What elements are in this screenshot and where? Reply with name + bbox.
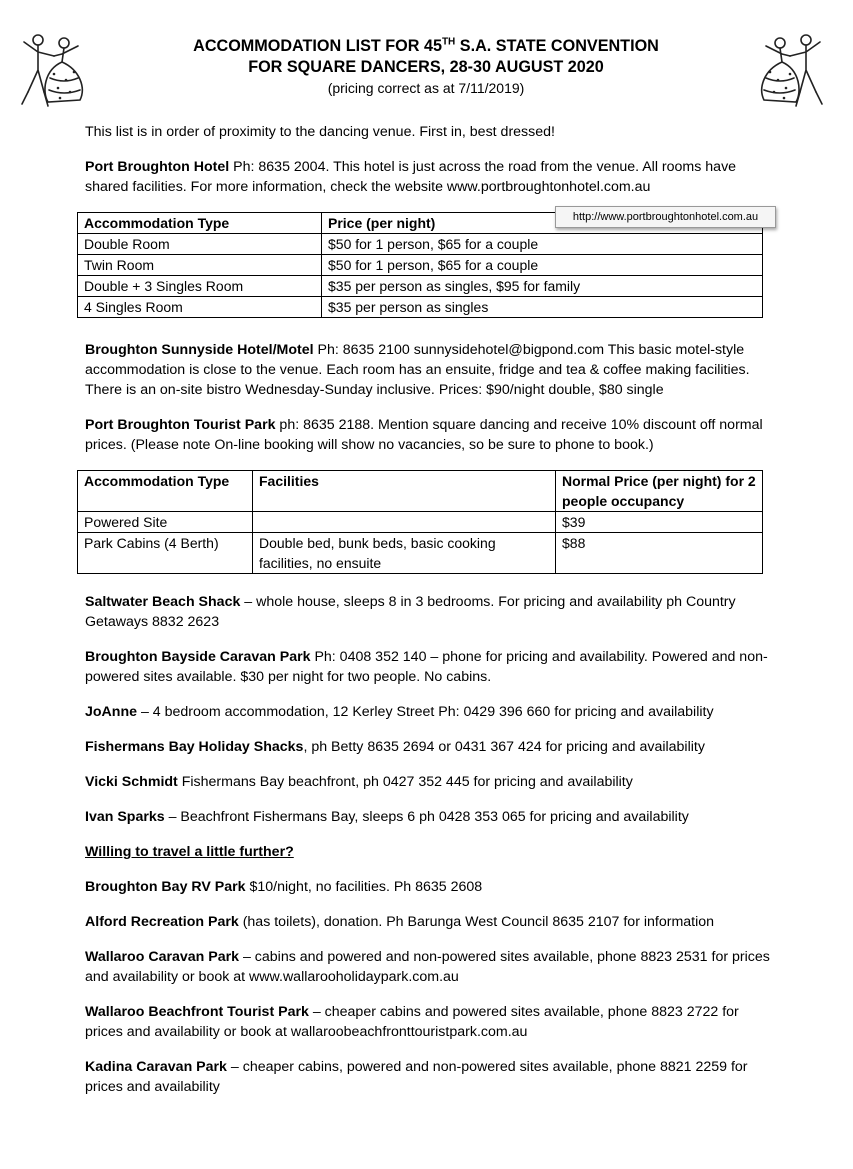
entry-name: Wallaroo Beachfront Tourist Park [85,1004,309,1020]
further-section-heading: Willing to travel a little further? [85,844,294,860]
table-row [78,234,763,255]
table-header-cell: Accommodation Type [78,213,322,234]
entry-text: Ph: 8635 2100 sunnysidehotel@bigpond.com This basic motel-style accommodation is close to the venue. Each room has an ensuite, fridge and tea & coffee making facilities. There is an on-site bistro Wednesday-Sunday inclusive. Prices: $90/night double, $80 single [85,342,750,398]
table-row [78,297,763,318]
entry-name: Kadina Caravan Park [85,1059,227,1075]
table-cell: $50 for 1 person, $65 for a couple [322,234,763,255]
title-ordinal-suffix: TH [441,36,456,48]
intro-text: This list is in order of proximity to the dancing venue. First in, best dressed! [85,124,555,140]
document-title [120,36,732,57]
table-cell: $35 per person as singles, $95 for family [322,276,763,297]
table-cell: $50 for 1 person, $65 for a couple [322,255,763,276]
table-cell: $35 per person as singles [322,297,763,318]
fishermans-bay-shacks-entry [85,737,775,757]
title-line1-end: S.A. STATE CONVENTION [455,37,659,55]
table-cell: Park Cabins (4 Berth) [78,533,253,574]
vicki-schmidt-entry [85,772,775,792]
link-url-tooltip: http://www.portbroughtonhotel.com.au [555,206,776,228]
table-row [78,512,763,533]
entry-name: Port Broughton Tourist Park [85,417,276,433]
table-cell: Twin Room [78,255,322,276]
table-header-cell: Accommodation Type [78,471,253,512]
table-header-cell: Price (per night) [322,213,763,234]
square-dancers-illustration-right [752,30,830,115]
table-header-cell: Normal Price (per night) for 2 people occupancy [556,471,763,512]
entry-name: Port Broughton Hotel [85,159,230,175]
entry-text: Ph: 0408 352 140 – phone for pricing and availability. Powered and non-powered sites available. $30 per night for two people. No cabins. [85,649,768,685]
table-header-row [78,471,763,512]
table-cell: Double Room [78,234,322,255]
wallaroo-caravan-park-entry [85,947,775,987]
entry-text: $10/night, no facilities. Ph 8635 2608 [245,879,483,895]
table-header-cell: Facilities [253,471,556,512]
saltwater-beach-shack-entry [85,592,775,632]
entry-text: Ph: 8635 2004. This hotel is just across the road from the venue. All rooms have shared facilities. For more information, check the website www.portbroughtonhotel.com.au [85,159,737,195]
entry-text: – 4 bedroom accommodation, 12 Kerley Street Ph: 0429 396 660 for pricing and availability [137,704,714,720]
entry-text: – cheaper cabins, powered and non-powered sites available, phone 8821 2259 for prices and availability [85,1059,748,1095]
table-cell: Double bed, bunk beds, basic cooking facilities, no ensuite [253,533,556,574]
table-cell: $39 [556,512,763,533]
table-cell [253,512,556,533]
entry-text: – cheaper cabins and powered sites available, phone 8823 2722 for prices and availability or book at wallaroobeachfronttouristpark.com.au [85,1004,739,1040]
entry-text: (has toilets), donation. Ph Barunga West Council 8635 2107 for information [238,914,715,930]
tourist-park-entry [85,415,775,455]
entry-text: – whole house, sleeps 8 in 3 bedrooms. For pricing and availability ph Country Getaways 8832 2623 [85,594,736,630]
entry-name: Saltwater Beach Shack [85,594,241,610]
table-row [78,276,763,297]
document-header [120,36,732,98]
ivan-sparks-entry [85,807,775,827]
sunnyside-hotel-entry [85,340,775,400]
document-body [85,122,775,1112]
entry-name: Broughton Sunnyside Hotel/Motel [85,342,314,358]
square-dancers-illustration-left [14,30,92,115]
table-cell: 4 Singles Room [78,297,322,318]
wallaroo-beachfront-park-entry [85,1002,775,1042]
entry-name: Vicki Schmidt [85,774,178,790]
table-row [78,533,763,574]
table-cell: Powered Site [78,512,253,533]
joanne-entry [85,702,775,722]
entry-text: Fishermans Bay beachfront, ph 0427 352 445 for pricing and availability [177,774,633,790]
entry-text: ph: 8635 2188. Mention square dancing and receive 10% discount off normal prices. (Please note On-line booking will show no vacancies, so be sure to phone to book.) [85,417,763,453]
document-title-line2: FOR SQUARE DANCERS, 28-30 AUGUST 2020 [248,58,604,76]
title-line1-start: ACCOMMODATION LIST FOR 45 [193,37,442,55]
entry-name: JoAnne [85,704,138,720]
entry-name: Alford Recreation Park [85,914,239,930]
entry-text: – cabins and powered and non-powered sites available, phone 8823 2531 for prices and availability or book at www.wallarooholidaypark.com.au [85,949,770,985]
entry-name: Fishermans Bay Holiday Shacks [85,739,304,755]
entry-name: Broughton Bay RV Park [85,879,246,895]
table-cell: Double + 3 Singles Room [78,276,322,297]
alford-recreation-park-entry [85,912,775,932]
table-row [78,255,763,276]
tourist-park-price-table [77,470,763,574]
entry-name: Broughton Bayside Caravan Park [85,649,311,665]
table-cell: $88 [556,533,763,574]
entry-text: , ph Betty 8635 2694 or 0431 367 424 for pricing and availability [303,739,705,755]
bayside-caravan-park-entry [85,647,775,687]
kadina-caravan-park-entry [85,1057,775,1097]
pricing-note: (pricing correct as at 7/11/2019) [327,80,525,96]
broughton-bay-rv-park-entry [85,877,775,897]
entry-text: – Beachfront Fishermans Bay, sleeps 6 ph 0428 353 065 for pricing and availability [164,809,689,825]
entry-name: Wallaroo Caravan Park [85,949,240,965]
entry-name: Ivan Sparks [85,809,165,825]
port-broughton-hotel-entry [85,157,775,197]
